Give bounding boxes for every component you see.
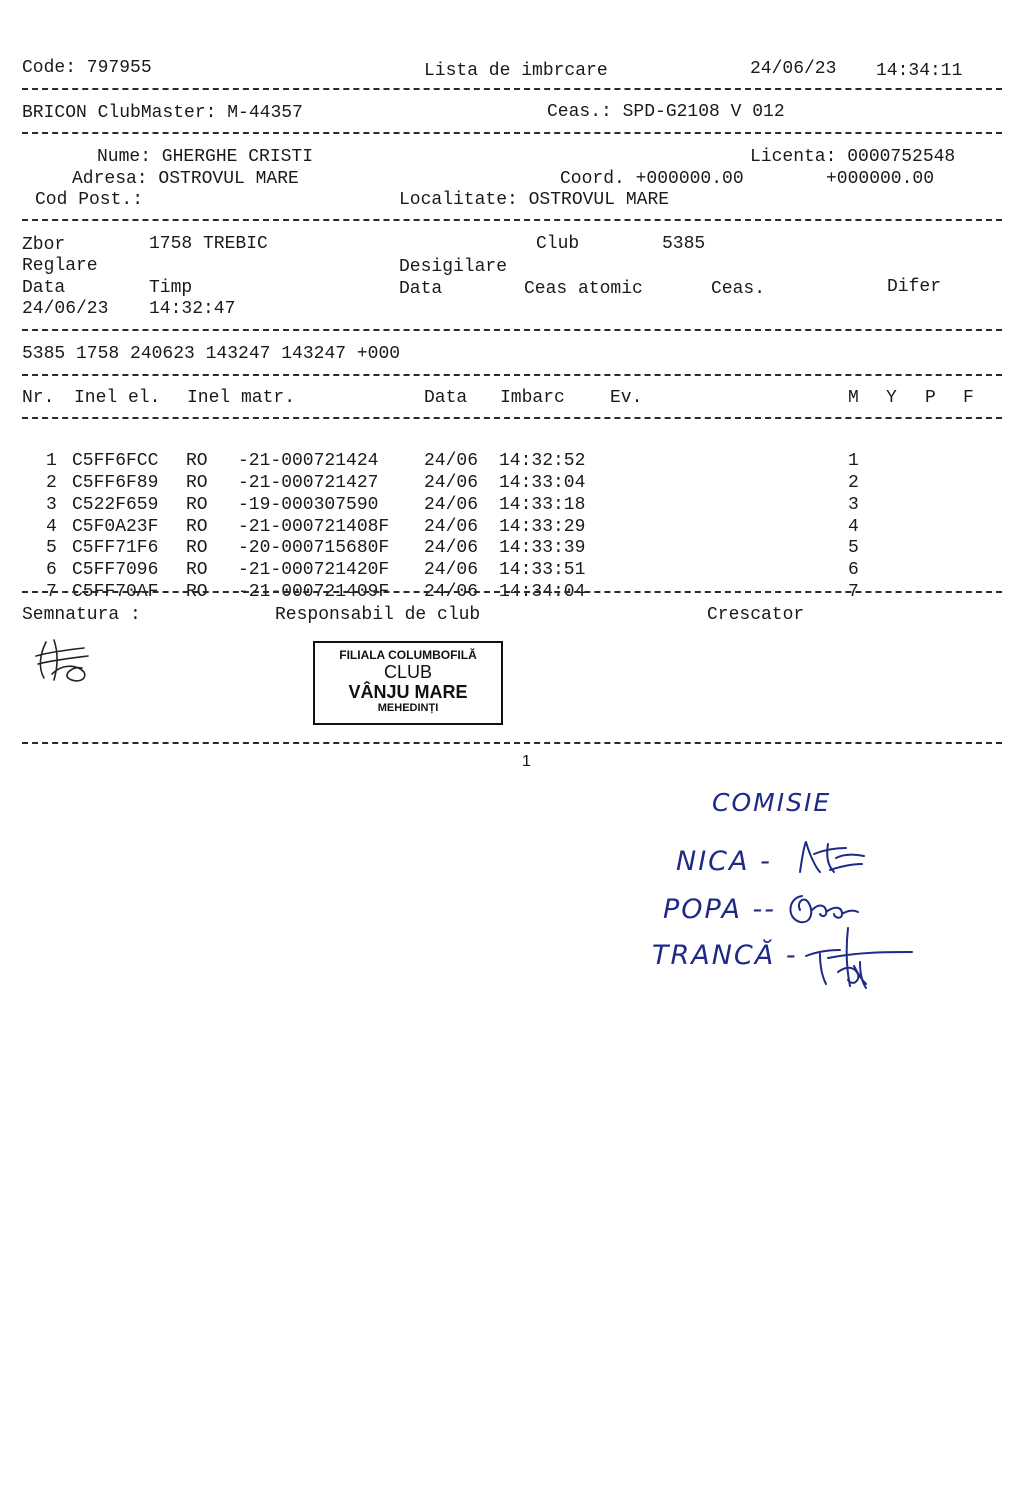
unsealing-label: Desigilare (399, 257, 508, 277)
row-imbarc: 14:33:18 (499, 495, 586, 515)
row-inel-el: C5FF6FCC (72, 451, 159, 471)
row-country: RO (186, 582, 208, 602)
row-m: 2 (848, 473, 859, 493)
date-label: Data (22, 278, 66, 298)
row-m: 4 (848, 517, 859, 537)
row-nr: 3 (46, 495, 57, 515)
row-inel-el: C5F0A23F (72, 517, 159, 537)
page-number: 1 (522, 753, 531, 770)
divider (22, 374, 1002, 376)
row-inel-el: C522F659 (72, 495, 159, 515)
clock-id: Ceas.: SPD-G2108 V 012 (547, 102, 785, 122)
row-data: 24/06 (424, 517, 479, 537)
col-imbarc: Imbarc (500, 388, 565, 408)
setting-date: 24/06/23 (22, 299, 109, 319)
row-inel-el: C5FF70AF (72, 582, 159, 602)
row-nr: 2 (46, 473, 57, 493)
row-imbarc: 14:33:04 (499, 473, 586, 493)
stamp-line-4: MEHEDINȚI (377, 702, 439, 714)
divider (22, 329, 1002, 331)
divider (22, 742, 1002, 744)
fancier-address: Adresa: OSTROVUL MARE (72, 169, 299, 189)
code-label: Code: 797955 (22, 58, 152, 78)
divider (22, 417, 1002, 419)
row-data: 24/06 (424, 582, 479, 602)
col-p: P (925, 388, 936, 408)
unsealing-date-label: Data (399, 279, 443, 299)
flight-label: Zbor (22, 235, 66, 255)
stamp-line-1: FILIALA COLUMBOFILĂ (339, 648, 477, 662)
row-nr: 5 (46, 538, 57, 558)
row-country: RO (186, 495, 208, 515)
signature-scribble (32, 634, 94, 686)
row-inel-matr: -20-000715680F (238, 538, 390, 558)
divider (22, 88, 1002, 90)
row-country: RO (186, 538, 208, 558)
clubmaster-id: BRICON ClubMaster: M-44357 (22, 103, 303, 123)
fancier-name: Nume: GHERGHE CRISTI (97, 147, 314, 167)
row-inel-matr: -21-000721408F (238, 517, 390, 537)
row-nr: 6 (46, 560, 57, 580)
row-inel-matr: -21-000721424 (238, 451, 379, 471)
row-country: RO (186, 473, 208, 493)
divider (22, 132, 1002, 134)
row-imbarc: 14:33:39 (499, 538, 586, 558)
row-country: RO (186, 451, 208, 471)
row-nr: 4 (46, 517, 57, 537)
row-nr: 1 (46, 451, 57, 471)
row-data: 24/06 (424, 495, 479, 515)
handwritten-title: COMISIE (712, 788, 832, 817)
postal-code-label: Cod Post.: (35, 190, 144, 210)
row-country: RO (186, 560, 208, 580)
row-inel-el: C5FF6F89 (72, 473, 159, 493)
col-y: Y (886, 388, 897, 408)
signature-tranca (798, 922, 918, 992)
flight-value: 1758 TREBIC (149, 234, 268, 254)
col-ev: Ev. (610, 388, 643, 408)
clock-label: Ceas. (711, 279, 766, 299)
divider (22, 591, 1002, 593)
time-label: Timp (149, 278, 193, 298)
document-title: Lista de imbrcare (424, 61, 608, 81)
row-data: 24/06 (424, 560, 479, 580)
header-date: 24/06/23 (750, 59, 837, 79)
row-imbarc: 14:33:51 (499, 560, 586, 580)
stamp-line-2: CLUB (383, 662, 432, 682)
row-nr: 7 (46, 582, 57, 602)
row-inel-matr: -21-000721420F (238, 560, 390, 580)
club-stamp (313, 641, 503, 725)
row-data: 24/06 (424, 473, 479, 493)
breeder-label: Crescator (707, 605, 805, 625)
row-imbarc: 14:33:29 (499, 517, 586, 537)
signature-nica (790, 838, 870, 880)
row-m: 6 (848, 560, 859, 580)
col-m: M (848, 388, 859, 408)
row-inel-el: C5FF7096 (72, 560, 159, 580)
col-inel-matr: Inel matr. (187, 388, 296, 408)
setting-label: Reglare (22, 256, 98, 276)
handwritten-line-2: POPA -- (663, 894, 777, 925)
setting-time: 14:32:47 (149, 299, 236, 319)
row-inel-matr: -21-000721409F (238, 582, 390, 602)
row-inel-matr: -21-000721427 (238, 473, 379, 493)
difference-label: Difer (887, 277, 942, 297)
row-data: 24/06 (424, 538, 479, 558)
col-data: Data (424, 388, 468, 408)
signature-label: Semnatura : (22, 605, 141, 625)
club-value: 5385 (662, 234, 706, 254)
stamp-line-3: VÂNJU MARE (348, 682, 468, 702)
row-m: 5 (848, 538, 859, 558)
row-data: 24/06 (424, 451, 479, 471)
col-f: F (963, 388, 974, 408)
row-m: 3 (848, 495, 859, 515)
row-inel-matr: -19-000307590 (238, 495, 379, 515)
summary-line: 5385 1758 240623 143247 143247 +000 (22, 344, 401, 364)
row-inel-el: C5FF71F6 (72, 538, 159, 558)
club-responsible-label: Responsabil de club (275, 605, 481, 625)
divider (22, 219, 1002, 221)
row-m: 7 (848, 582, 859, 602)
row-imbarc: 14:34:04 (499, 582, 586, 602)
row-m: 1 (848, 451, 859, 471)
col-inel-el: Inel el. (74, 388, 161, 408)
header-time: 14:34:11 (876, 61, 963, 81)
licence-number: Licenta: 0000752548 (750, 147, 956, 167)
coordinates-2: +000000.00 (826, 169, 935, 189)
locality: Localitate: OSTROVUL MARE (399, 190, 670, 210)
handwritten-line-3: TRANCĂ - (652, 940, 798, 971)
club-label: Club (536, 234, 580, 254)
handwritten-line-1: NICA - (676, 846, 772, 877)
row-country: RO (186, 517, 208, 537)
coordinates-1: Coord. +000000.00 (560, 169, 744, 189)
row-imbarc: 14:32:52 (499, 451, 586, 471)
atomic-clock-label: Ceas atomic (524, 279, 643, 299)
col-nr: Nr. (22, 388, 55, 408)
